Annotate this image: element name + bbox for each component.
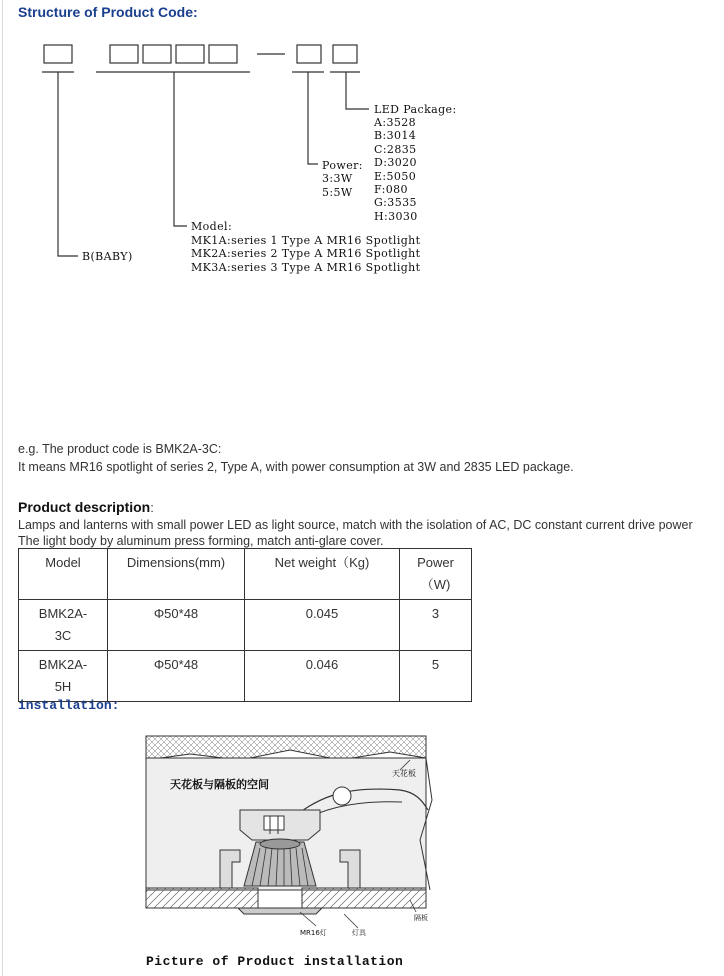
code-box-model-2 — [143, 45, 171, 63]
header-power: Power（W) — [400, 549, 472, 600]
model-option: MK2A:series 2 Type A MR16 Spotlight — [191, 247, 421, 260]
description-heading-colon: : — [150, 500, 154, 515]
cell-power: 5 — [400, 651, 472, 702]
code-box-model-3 — [176, 45, 204, 63]
example-line-2: It means MR16 spotlight of series 2, Type A, with power consumption at 3W and 2835 LED package. — [18, 460, 574, 474]
structure-heading: Structure of Product Code: — [18, 4, 198, 20]
description-line-2: The light body by aluminum press forming, match anti-glare cover. — [18, 534, 384, 548]
power-label: Power: — [322, 159, 363, 172]
cell-net-weight: 0.045 — [245, 600, 400, 651]
led-option: H:3030 — [374, 210, 418, 223]
cell-power: 3 — [400, 600, 472, 651]
led-option: B:3014 — [374, 129, 417, 142]
table-row — [19, 651, 472, 702]
label-space: 天花板与隔板的空间 — [170, 778, 269, 791]
header-net-weight: Net weight（Kg) — [245, 549, 400, 600]
code-box-model-1 — [110, 45, 138, 63]
code-box-model-4 — [209, 45, 237, 63]
led-option: D:3020 — [374, 156, 417, 169]
installation-caption: Picture of Product installation — [146, 954, 404, 969]
model-option: MK1A:series 1 Type A MR16 Spotlight — [191, 234, 421, 247]
label-board: 隔板 — [414, 914, 428, 922]
description-heading — [18, 499, 154, 517]
cell-dimensions: Φ50*48 — [108, 651, 245, 702]
product-code-diagram — [0, 0, 724, 290]
header-model: Model — [19, 549, 108, 600]
led-option: F:080 — [374, 183, 408, 196]
cell-net-weight: 0.046 — [245, 651, 400, 702]
code-box-led — [333, 45, 357, 63]
table-row — [19, 600, 472, 651]
description-heading-text: Product description — [18, 499, 151, 515]
label-ceiling: 天花板 — [392, 769, 416, 778]
spec-table — [18, 548, 472, 702]
power-option: 3:3W — [322, 172, 353, 185]
cell-model: BMK2A-5H — [19, 651, 108, 702]
baby-label: B(BABY) — [82, 250, 133, 263]
code-box-power — [297, 45, 321, 63]
table-header-row — [19, 549, 472, 600]
cell-dimensions: Φ50*48 — [108, 600, 245, 651]
installation-heading: installation: — [18, 698, 120, 713]
power-option: 5:5W — [322, 186, 353, 199]
label-mr16: MR16灯 — [300, 929, 327, 937]
description-line-1: Lamps and lanterns with small power LED as light source, match with the isolation of AC, DC constant current drive power — [18, 518, 693, 532]
led-option: C:2835 — [374, 143, 417, 156]
led-option: G:3535 — [374, 196, 417, 209]
example-line-1: e.g. The product code is BMK2A-3C: — [18, 442, 222, 456]
model-label: Model: — [191, 220, 233, 233]
code-box-b — [44, 45, 72, 63]
cell-model: BMK2A-3C — [19, 600, 108, 651]
led-package-label: LED Package: — [374, 103, 457, 116]
label-fixture: 灯具 — [352, 929, 366, 937]
installation-picture — [140, 730, 440, 942]
model-option: MK3A:series 3 Type A MR16 Spotlight — [191, 261, 421, 274]
led-option: A:3528 — [374, 116, 417, 129]
led-option: E:5050 — [374, 170, 417, 183]
header-dimensions: Dimensions(mm) — [108, 549, 245, 600]
